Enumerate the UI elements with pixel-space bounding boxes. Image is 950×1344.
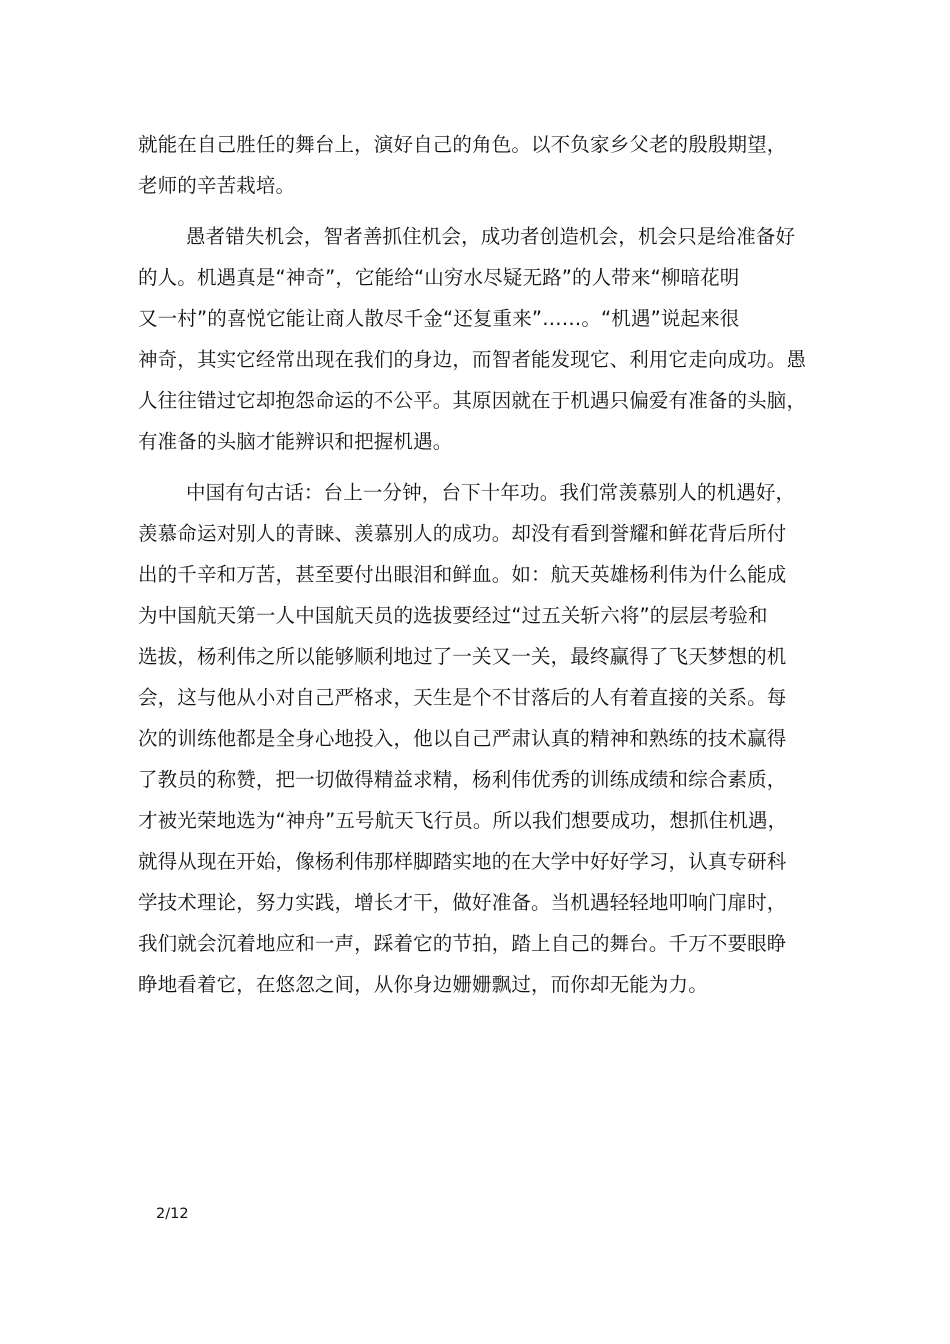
text-line-first: 愚者错失机会，智者善抓住机会，成功者创造机会，机会只是给准备好 [186,225,796,248]
text-line: 了教员的称赞，把一切做得精益求精，杨利伟优秀的训练成绩和综合素质， [138,768,787,791]
paragraph-spacing [138,462,828,472]
paragraph-1 [138,124,828,206]
paragraph-spacing [138,206,828,216]
text-line: 会，这与他从小对自己严格求，天生是个不甘落后的人有着直接的关系。每 [138,686,787,709]
text-line: 才被光荣地选为“神舟”五号航天飞行员。所以我们想要成功，想抓住机遇， [138,809,788,832]
text-line: 又一村”的喜悦它能让商人散尽千金“还复重来”……。“机遇”说起来很 [138,307,740,330]
paragraph-3 [138,472,828,1005]
text-line: 羡慕命运对别人的青睐、羡慕别人的成功。却没有看到誉耀和鲜花背后所付 [138,522,787,545]
text-line: 为中国航天第一人中国航天员的选拔要经过“过五关斩六将”的层层考验和 [138,604,768,627]
text-line: 学技术理论，努力实践，增长才干，做好准备。当机遇轻轻地叩响门扉时， [138,891,787,914]
text-line: 就能在自己胜任的舞台上，演好自己的角色。以不负家乡父老的殷殷期望， [138,133,787,156]
text-line: 神奇，其实它经常出现在我们的身边，而智者能发现它、利用它走向成功。愚 [138,348,807,371]
text-line-first: 中国有句古话：台上一分钟，台下十年功。我们常羡慕别人的机遇好， [186,481,796,504]
paragraph-2 [138,216,828,462]
text-line: 有准备的头脑才能辨识和把握机遇。 [138,430,453,453]
text-line: 人往往错过它却抱怨命运的不公平。其原因就在于机遇只偏爱有准备的头脑， [138,389,807,412]
text-line: 睁地看着它，在悠忽之间，从你身边姗姗飘过，而你却无能为力。 [138,973,708,996]
text-line: 次的训练他都是全身心地投入，他以自己严肃认真的精神和熟练的技术赢得 [138,727,787,750]
text-line: 就得从现在开始，像杨利伟那样脚踏实地的在大学中好好学习，认真专研科 [138,850,787,873]
text-line: 我们就会沉着地应和一声，踩着它的节拍，踏上自己的舞台。千万不要眼睁 [138,932,787,955]
page-number: 2/12 [156,1206,189,1222]
text-line: 老师的辛苦栽培。 [138,174,296,197]
body-text [138,124,828,1005]
text-line: 选拔，杨利伟之所以能够顺利地过了一关又一关，最终赢得了飞天梦想的机 [138,645,787,668]
text-line: 出的千辛和万苦，甚至要付出眼泪和鲜血。如：航天英雄杨利伟为什么能成 [138,563,787,586]
text-line: 的人。机遇真是“神奇”，它能给“山穷水尽疑无路”的人带来“柳暗花明 [138,266,740,289]
